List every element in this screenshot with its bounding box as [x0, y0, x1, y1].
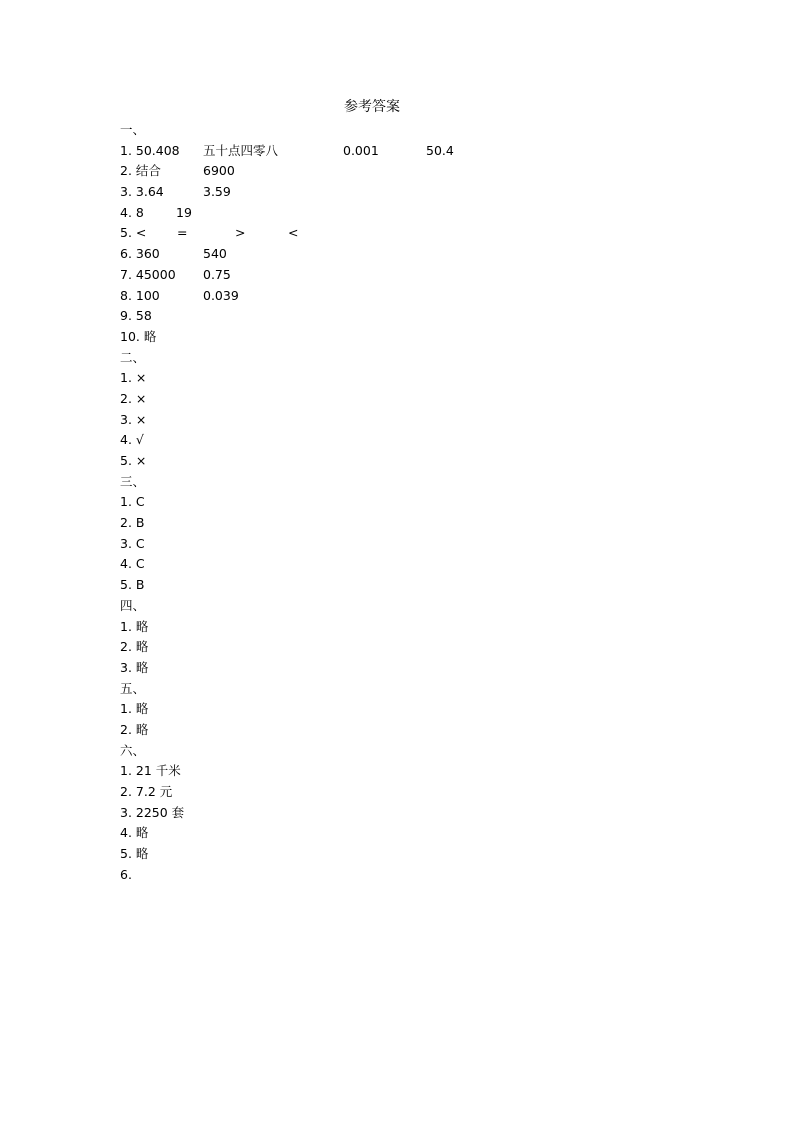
- answer-line: [120, 161, 720, 182]
- answer-item: 1. C: [120, 494, 145, 510]
- answer-line: [120, 265, 720, 286]
- answer-item: 4. C: [120, 556, 145, 572]
- answer-item: 4. √: [120, 432, 144, 448]
- answer-item: 1. 略: [120, 701, 149, 717]
- answer-line: [120, 451, 720, 472]
- answer-line: [120, 844, 720, 865]
- answer-item: 3. 2250 套: [120, 804, 185, 820]
- answer-item: 2. 7.2 元: [120, 784, 173, 799]
- answer-line: [120, 617, 720, 638]
- answer-value: 五十点四零八: [203, 142, 279, 158]
- section-label: 四、: [120, 597, 146, 613]
- answer-item: 3. ×: [120, 411, 147, 427]
- answer-item: 3. 略: [120, 659, 149, 675]
- section-label: 六、: [120, 742, 146, 758]
- answer-item: 1. ×: [120, 370, 147, 386]
- section-label: 一、: [120, 122, 146, 137]
- answer-item: 1. 略: [120, 618, 149, 634]
- section-heading: [120, 120, 720, 141]
- answer-line: [120, 761, 720, 782]
- answer-line: [120, 141, 720, 162]
- answer-item: 5. ×: [120, 453, 147, 468]
- answer-line: [120, 223, 720, 244]
- answer-item: 2. 略: [120, 639, 149, 655]
- page-title: 参考答案: [344, 99, 400, 115]
- answer-item: 1. 50.408: [120, 142, 180, 158]
- answer-line: [120, 534, 720, 555]
- section-heading: [120, 472, 720, 493]
- answer-line: [120, 720, 720, 741]
- answer-line: [120, 575, 720, 596]
- answer-value: =: [177, 225, 188, 241]
- answer-value: 6900: [203, 163, 235, 179]
- answer-line: [120, 327, 720, 348]
- answer-line: [120, 182, 720, 203]
- answer-value: 0.001: [343, 142, 379, 158]
- answer-item: 3. C: [120, 535, 145, 551]
- answer-line: [120, 782, 720, 803]
- section-heading: [120, 679, 720, 700]
- answer-item: 4. 略: [120, 825, 149, 841]
- answer-item: 3. 3.64: [120, 184, 164, 200]
- answer-line: [120, 699, 720, 720]
- answer-value: 540: [203, 246, 227, 262]
- answer-item: 7. 45000: [120, 266, 176, 282]
- answer-value: >: [235, 225, 246, 241]
- answer-line: [120, 492, 720, 513]
- answer-item: 5. B: [120, 577, 145, 593]
- answer-line: [120, 823, 720, 844]
- answer-line: [120, 203, 720, 224]
- answer-item: 2. B: [120, 515, 145, 531]
- answer-line: [120, 803, 720, 824]
- answer-item: 6. 360: [120, 246, 160, 262]
- answer-item: 5. <: [120, 225, 147, 241]
- section-heading: [120, 596, 720, 617]
- answer-item: 2. 结合: [120, 163, 161, 179]
- answer-list: [120, 120, 720, 885]
- section-label: 五、: [120, 680, 146, 696]
- answer-line: [120, 637, 720, 658]
- section-heading: [120, 741, 720, 762]
- answer-value: 0.75: [203, 266, 231, 282]
- answer-value: 19: [176, 204, 192, 220]
- answer-item: 9. 58: [120, 308, 152, 324]
- answer-line: [120, 244, 720, 265]
- answer-line: [120, 286, 720, 307]
- answer-item: 6.: [120, 866, 132, 882]
- section-label: 三、: [120, 473, 146, 489]
- answer-line: [120, 513, 720, 534]
- answer-value: 0.039: [203, 287, 239, 303]
- answer-line: [120, 658, 720, 679]
- section-label: 二、: [120, 349, 146, 365]
- answer-item: 4. 8: [120, 204, 144, 220]
- answer-line: [120, 865, 720, 886]
- answer-line: [120, 430, 720, 451]
- answer-item: 2. ×: [120, 390, 147, 406]
- answer-line: [120, 306, 720, 327]
- answer-item: 10. 略: [120, 328, 157, 344]
- answer-line: [120, 368, 720, 389]
- answer-item: 8. 100: [120, 287, 160, 303]
- answer-value: <: [288, 225, 299, 241]
- answer-item: 2. 略: [120, 721, 149, 737]
- answer-value: 3.59: [203, 184, 231, 200]
- answer-line: [120, 410, 720, 431]
- answer-line: [120, 389, 720, 410]
- answer-value: 50.4: [426, 142, 454, 158]
- answer-item: 1. 21 千米: [120, 763, 181, 779]
- section-heading: [120, 348, 720, 369]
- answer-line: [120, 554, 720, 575]
- answer-item: 5. 略: [120, 846, 149, 862]
